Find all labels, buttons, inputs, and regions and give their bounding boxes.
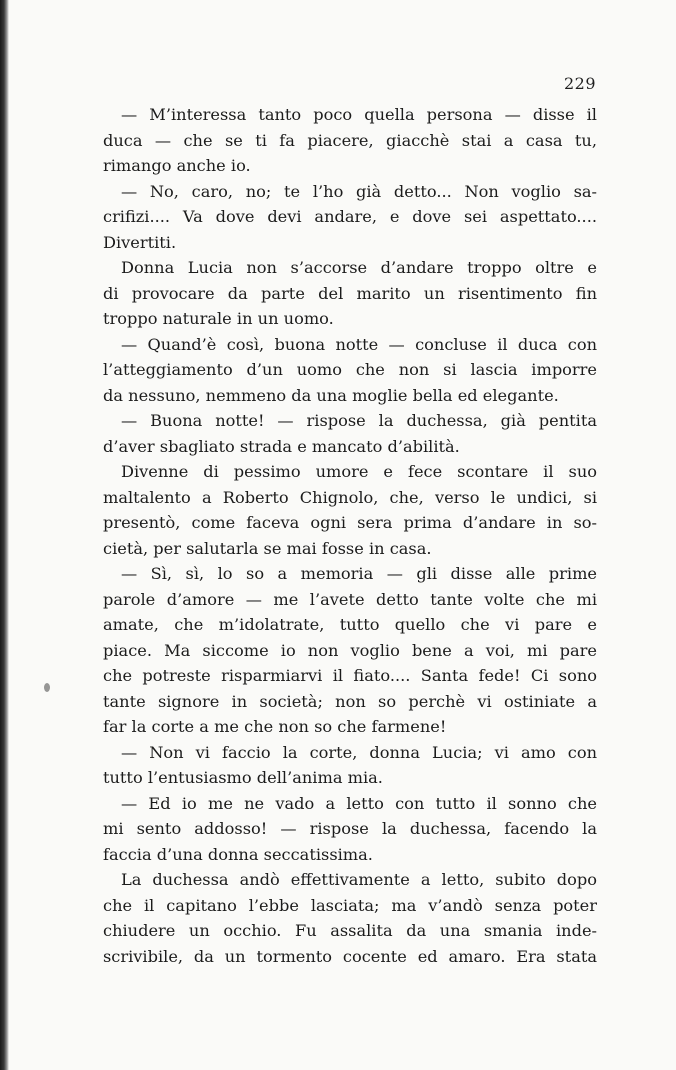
text-line: chiudere un occhio. Fu assalita da una smania inde- (103, 921, 597, 940)
text-line: — M’interessa tanto poco quella persona — disse il (121, 105, 597, 124)
text-line: — Non vi faccio la corte, donna Lucia; vi amo con (121, 742, 597, 762)
text-line: duca — che se ti fa piacere, giacchè stai a casa tu, (103, 130, 597, 150)
text-line: parole d’amore — me l’avete detto tante volte che mi (103, 589, 597, 609)
text-line: l’atteggiamento d’un uomo che non si lascia imporre (103, 360, 597, 379)
text-line: — Quand’è così, buona notte — concluse il duca con (121, 334, 597, 354)
text-line: troppo naturale in un uomo. (103, 309, 334, 328)
text-line: — No, caro, no; te l’ho già detto... Non voglio sa- (121, 181, 597, 201)
text-line: far la corte a me che non so che farmene! (103, 717, 447, 736)
binding-edge (0, 0, 9, 1070)
text-line: d’aver sbagliato strada e mancato d’abilità. (103, 436, 460, 456)
text-line: che il capitano l’ebbe lasciata; ma v’andò senza poter (103, 895, 597, 915)
text-line: faccia d’una donna seccatissima. (103, 844, 373, 864)
text-line: Donna Lucia non s’accorse d’andare troppo oltre e (121, 258, 597, 277)
text-line: mi sento addosso! — rispose la duchessa, facendo la (103, 819, 597, 838)
text-line: Divertiti. (103, 232, 177, 252)
text-line: presentò, come faceva ogni sera prima d’andare in so- (103, 513, 597, 532)
text-line: amate, che m’idolatrate, tutto quello che vi pare e (103, 615, 597, 634)
text-line: maltalento a Roberto Chignolo, che, verso le undici, si (103, 487, 597, 507)
page-number: 229 (563, 74, 596, 93)
text-line: di provocare da parte del marito un risentimento fin (103, 283, 597, 303)
ink-spot (44, 683, 50, 692)
text-line: cietà, per salutarla se mai fosse in casa. (103, 538, 432, 558)
text-line: piace. Ma siccome io non voglio bene a voi, mi pare (103, 640, 597, 660)
text-line: Divenne di pessimo umore e fece scontare il suo (121, 462, 597, 481)
text-line: tante signore in società; non so perchè vi ostiniate a (103, 691, 597, 711)
text-line: — Sì, sì, lo so a memoria — gli disse alle prime (121, 564, 597, 583)
text-line: tutto l’entusiasmo dell’anima mia. (103, 768, 383, 787)
body-text (103, 102, 597, 969)
text-line: che potreste risparmiarvi il fiato.... Santa fede! Ci sono (103, 666, 597, 685)
text-line: da nessuno, nemmeno da una moglie bella ed elegante. (103, 385, 559, 405)
text-line: — Ed io me ne vado a letto con tutto il sonno che (121, 793, 597, 813)
text-line: crifizi.... Va dove devi andare, e dove sei aspettato.... (103, 207, 597, 226)
text-line: La duchessa andò effettivamente a letto, subito dopo (121, 870, 597, 889)
text-line: rimango anche io. (103, 156, 251, 175)
text-line: scrivibile, da un tormento cocente ed amaro. Era stata (103, 946, 597, 966)
text-line: — Buona notte! — rispose la duchessa, già pentita (121, 411, 597, 430)
